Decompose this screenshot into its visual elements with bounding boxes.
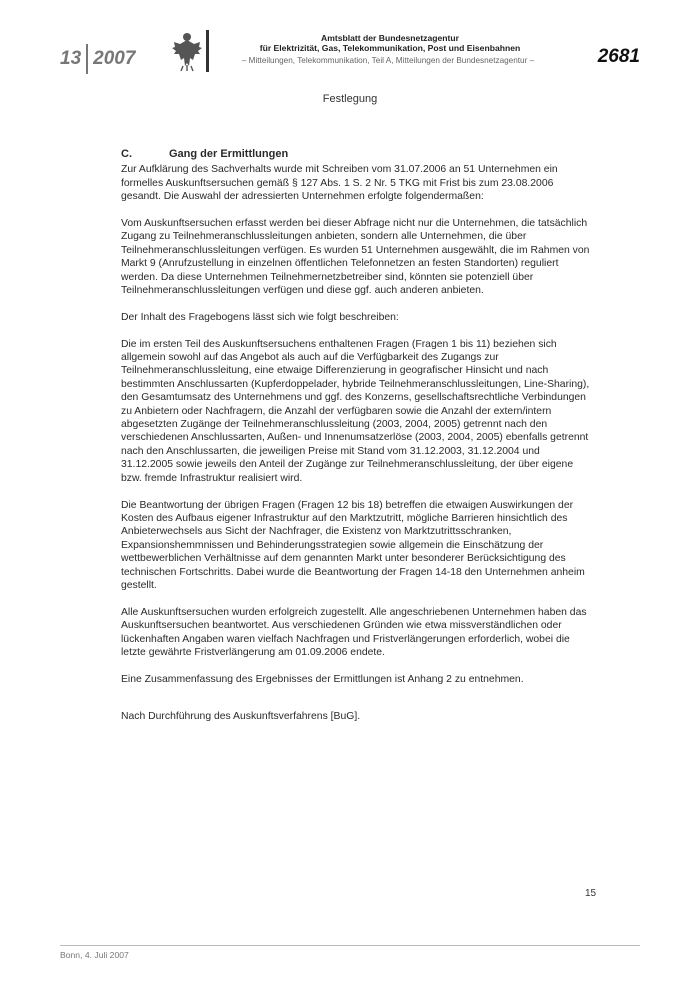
- paragraph: Zur Aufklärung des Sachverhalts wurde mit Schreiben vom 31.07.2006 an 51 Unternehmen ein formelles Auskunftsersuchen gemäß § 127 Abs. 1 S. 2 Nr. 5 TKG mit Frist bis zum 23.08.2006 gesandt. Die Auswahl der adressierten Unternehmen erfolgte folgendermaßen:: [121, 164, 558, 203]
- publication-title-line1: Amtsblatt der Bundesnetzagentur: [321, 33, 459, 43]
- issue-number: 13: [60, 48, 82, 69]
- footer-rule: [60, 945, 640, 946]
- page-number: 2681: [597, 46, 640, 67]
- paragraph: Die im ersten Teil des Auskunftsersuchens enthaltenen Fragen (Fragen 1 bis 11) beziehen sich allgemein sowohl auf das Angebot als auch auf die Verfügbarkeit des Zugangs zur Teilnehmeranschlussleitung, eine etwaige Differenzierung in geografischer Hinsicht und nach bestimmten Anschlussarten (Kupferdoppelader, hybride Teilnehmeranschlussleitungen, Line-Sharing), den Gesamtumsatz des Unternehmens und ggf. des Konzerns, gesellschaftsrechtliche Verbindungen zu Anbietern oder Nachfragern, die Anzahl der verfügbaren sowie die Anzahl der extern/intern abgesetzten Zugänge der Teilnehmeranschlussleitung (2003, 2004, 2005) getrennt nach den verschiedenen Anschlussarten, Außen- und Innenumsatzerlöse (2003, 2004, 2005) ebenfalls getrennt nach den Anschlussarten, die jeweiligen Preise mit Stand vom 31.12.2003, 31.12.2004 und 31.12.2005 sowie jeweils den Anteil der Zugänge zur Teilnehmeranschlussleitung, der über eigene bzw. fremde Infrastruktur realisiert wird.: [121, 338, 590, 484]
- paragraph: Nach Durchführung des Auskunftsverfahrens [BuG].: [121, 711, 361, 723]
- footer-place-date: Bonn, 4. Juli 2007: [60, 950, 129, 960]
- paragraph: Eine Zusammenfassung des Ergebnisses der Ermittlungen ist Anhang 2 zu entnehmen.: [121, 673, 524, 685]
- paragraph: Alle Auskunftsersuchen wurden erfolgreich zugestellt. Alle angeschriebenen Unternehmen haben das Auskunftsersuchen beantwortet. Aus verschiedenen Gründen wie etwa missverständlichen oder lückenhaften Angaben waren vielfach Nachfragen und Fristverlängerungen erforderlich, wobei die letzte gewährte Fristverlängerung am 01.09.2006 endete.: [121, 606, 587, 658]
- paragraph: Der Inhalt des Fragebogens lässt sich wie folgt beschreiben:: [121, 311, 399, 323]
- header-divider: [206, 30, 209, 72]
- page-folio: 15: [585, 888, 597, 899]
- paragraph: Die Beantwortung der übrigen Fragen (Fragen 12 bis 18) betreffen die etwaigen Auswirkungen der Kosten des Aufbaus eigener Infrastruktur auf den Marktzutritt, mögliche Barrieren hinsichtlich des Anbieterwechsels aus Sicht der Nachfrager, die Existenz von Marktzutrittsschranken, Expansionshemmnissen und Behinderungsstrategien sowie allgemein die Einschätzung der wettbewerblichen Verhältnisse auf dem genannten Markt unter besonderer Berücksichtigung des technischen Fortschritts. Dabei wurde die Beantwortung der Fragen 14-18 den Unternehmen anheim gestellt.: [121, 499, 585, 591]
- publication-title: [220, 33, 560, 53]
- publication-subtitle: – Mitteilungen, Telekommunikation, Teil A, Mitteilungen der Bundesnetzagentur –: [241, 56, 535, 65]
- publication-title-line2: für Elektrizität, Gas, Telekommunikation, Post und Eisenbahnen: [259, 43, 521, 53]
- issue-divider: [86, 44, 88, 74]
- section-title: Festlegung: [322, 93, 378, 105]
- issue-label: [60, 44, 135, 74]
- federal-eagle-icon: [172, 30, 202, 72]
- section-heading-text: Gang der Ermittlungen: [169, 148, 289, 160]
- section-heading-number: C.: [121, 148, 132, 160]
- issue-year: 2007: [93, 48, 136, 69]
- section-heading: [121, 148, 591, 161]
- document-body: [121, 148, 591, 737]
- paragraph: Vom Auskunftsersuchen erfasst werden bei dieser Abfrage nicht nur die Unternehmen, die tatsächlich Zugang zu Teilnehmeranschlussleitungen anbieten, sondern alle Unternehmen, die über Teilnehmeranschlussleitungen verfügen. Es wurden 51 Unternehmen ausgewählt, die im Rahmen von Markt 9 (Anrufzustellung in einzelnen öffentlichen Telefonnetzen an festen Standorten) reguliert werden. Da diese Unternehmen Teilnehmernetzbetreiber sind, könnten sie potenziell über Teilnehmeranschlussleitungen verfügen und diese ggf. auch anderen anbieten.: [121, 218, 590, 297]
